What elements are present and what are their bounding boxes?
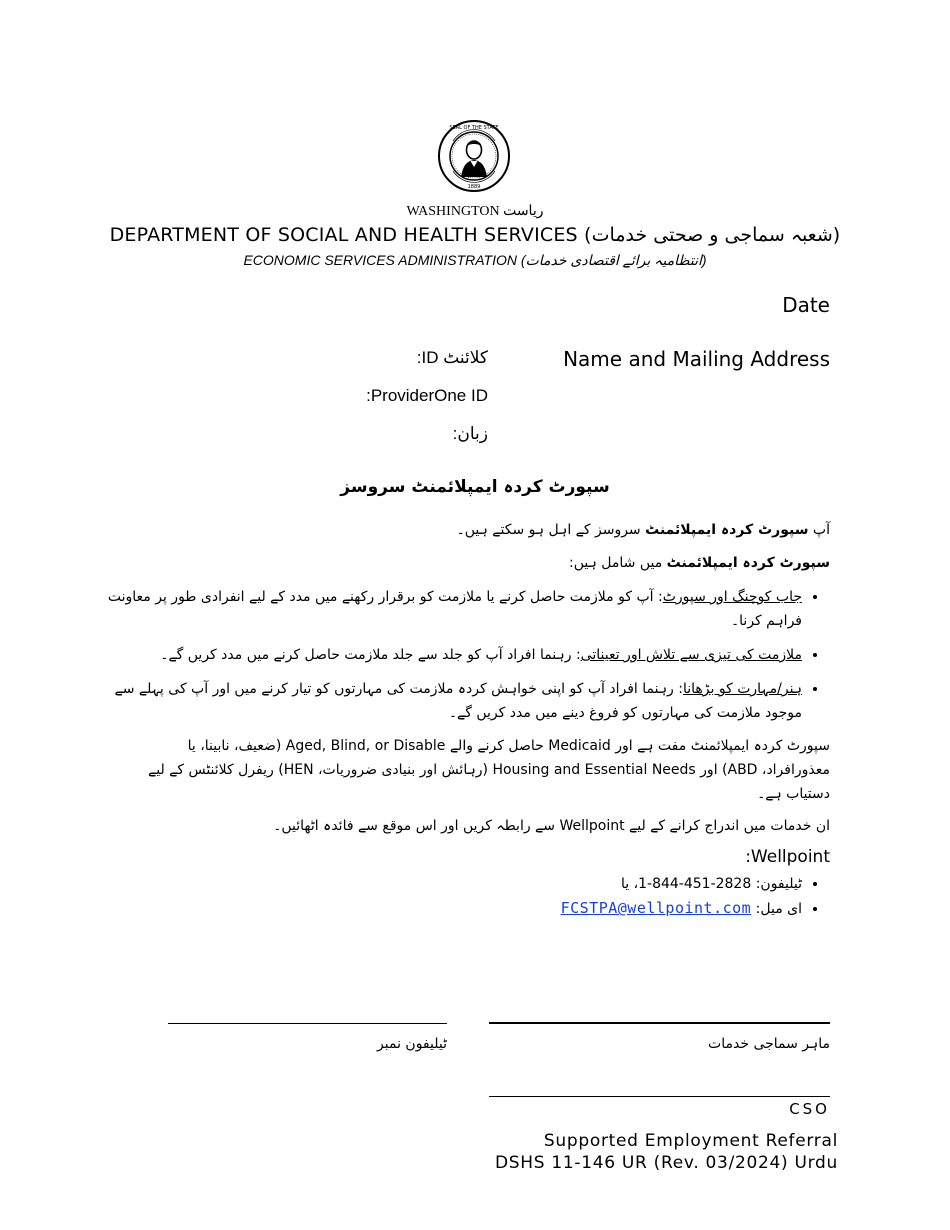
- includes-sentence: سپورٹ کردہ ایمپلائمنٹ میں شامل ہیں:: [569, 555, 830, 571]
- social-worker-signature-line: [489, 1022, 830, 1024]
- date-field: Date: [782, 293, 830, 317]
- email-link[interactable]: FCSTPA@wellpoint.com: [560, 899, 752, 917]
- wellpoint-heading: Wellpoint:: [745, 847, 830, 867]
- name-and-mailing-address: Name and Mailing Address: [563, 347, 830, 371]
- form-title: Supported Employment Referral: [543, 1131, 838, 1151]
- svg-text:SEAL OF THE STATE: SEAL OF THE STATE: [449, 125, 499, 131]
- washington-state-seal-icon: [437, 119, 511, 193]
- form-number: DSHS 11-146 UR (Rev. 03/2024) Urdu: [495, 1153, 838, 1173]
- list-item: • ہنر/مہارت کو بڑھانا: رہنما افراد آپ کو اپنی خواہش کردہ ملازمت کی مہارتوں کو تیار کرنے میں اور آپ کی پہلے سے موجود ملازمت کی مہارتوں کو فروغ دینے میں مدد کریں گے۔: [92, 677, 802, 725]
- enrollment-sentence: ان خدمات میں اندراج کرانے کے لیے Wellpoint سے رابطہ کریں اور اس موقع سے فائدہ اٹھائیں۔: [273, 818, 830, 834]
- svg-text:1889: 1889: [467, 184, 481, 190]
- phone-number-label: ٹیلیفون نمبر: [377, 1036, 447, 1052]
- list-item: • ملازمت کی تیزی سے تلاش اور تعیناتی: رہنما افراد آپ کو جلد سے جلد ملازمت حاصل کرنے میں مدد کریں گے۔: [92, 643, 802, 667]
- phone-item: • ٹیلیفون: 1-844-451-2828، یا: [92, 872, 802, 896]
- eligibility-sentence: آپ سپورٹ کردہ ایمپلائمنٹ سروسز کے اہل ہو سکتے ہیں۔: [456, 522, 830, 538]
- provider-one-id-label: ProviderOne ID:: [366, 386, 488, 405]
- language-label: زبان:: [452, 424, 488, 443]
- services-list: [92, 585, 830, 725]
- phone-signature-line: [168, 1023, 447, 1024]
- cso-label: CSO: [789, 1100, 830, 1118]
- client-id-label: کلائنٹ ID:: [416, 348, 488, 367]
- list-item: • جاب کوچنگ اور سپورٹ: آپ کو ملازمت حاصل کرنے یا ملازمت کو برقرار رکھنے میں مدد کے لیے انفرادی طور پر معاونت فراہم کرنا۔: [92, 585, 802, 633]
- state-line: WASHINGTON ریاست: [406, 204, 544, 219]
- email-item: • ای میل: FCSTPA@wellpoint.com: [92, 896, 802, 921]
- availability-paragraph: سپورٹ کردہ ایمپلائمنٹ مفت ہے اور Medicaid حاصل کرنے والے Aged, Blind, or Disable (ضعیف، نابینا، یا معذورافراد، ABD) اور Housing and Essential Needs (رہائش اور بنیادی ضروریات، HEN) ریفرل کلائنٹس کے لیے دستیاب ہے۔: [148, 738, 830, 802]
- letter-title: سپورٹ کردہ ایمپلائمنٹ سروسز: [340, 477, 610, 497]
- social-worker-label: ماہر سماجی خدمات: [708, 1036, 830, 1052]
- phone-number: 1-844-451-2828: [638, 876, 752, 892]
- administration-subtitle: ECONOMIC SERVICES ADMINISTRATION (انتظامیہ برائے اقتصادی خدمات): [243, 252, 707, 268]
- department-title: DEPARTMENT OF SOCIAL AND HEALTH SERVICES (شعبہ سماجی و صحتی خدمات): [109, 224, 841, 246]
- contact-list: [92, 872, 830, 921]
- cso-line: [489, 1096, 830, 1097]
